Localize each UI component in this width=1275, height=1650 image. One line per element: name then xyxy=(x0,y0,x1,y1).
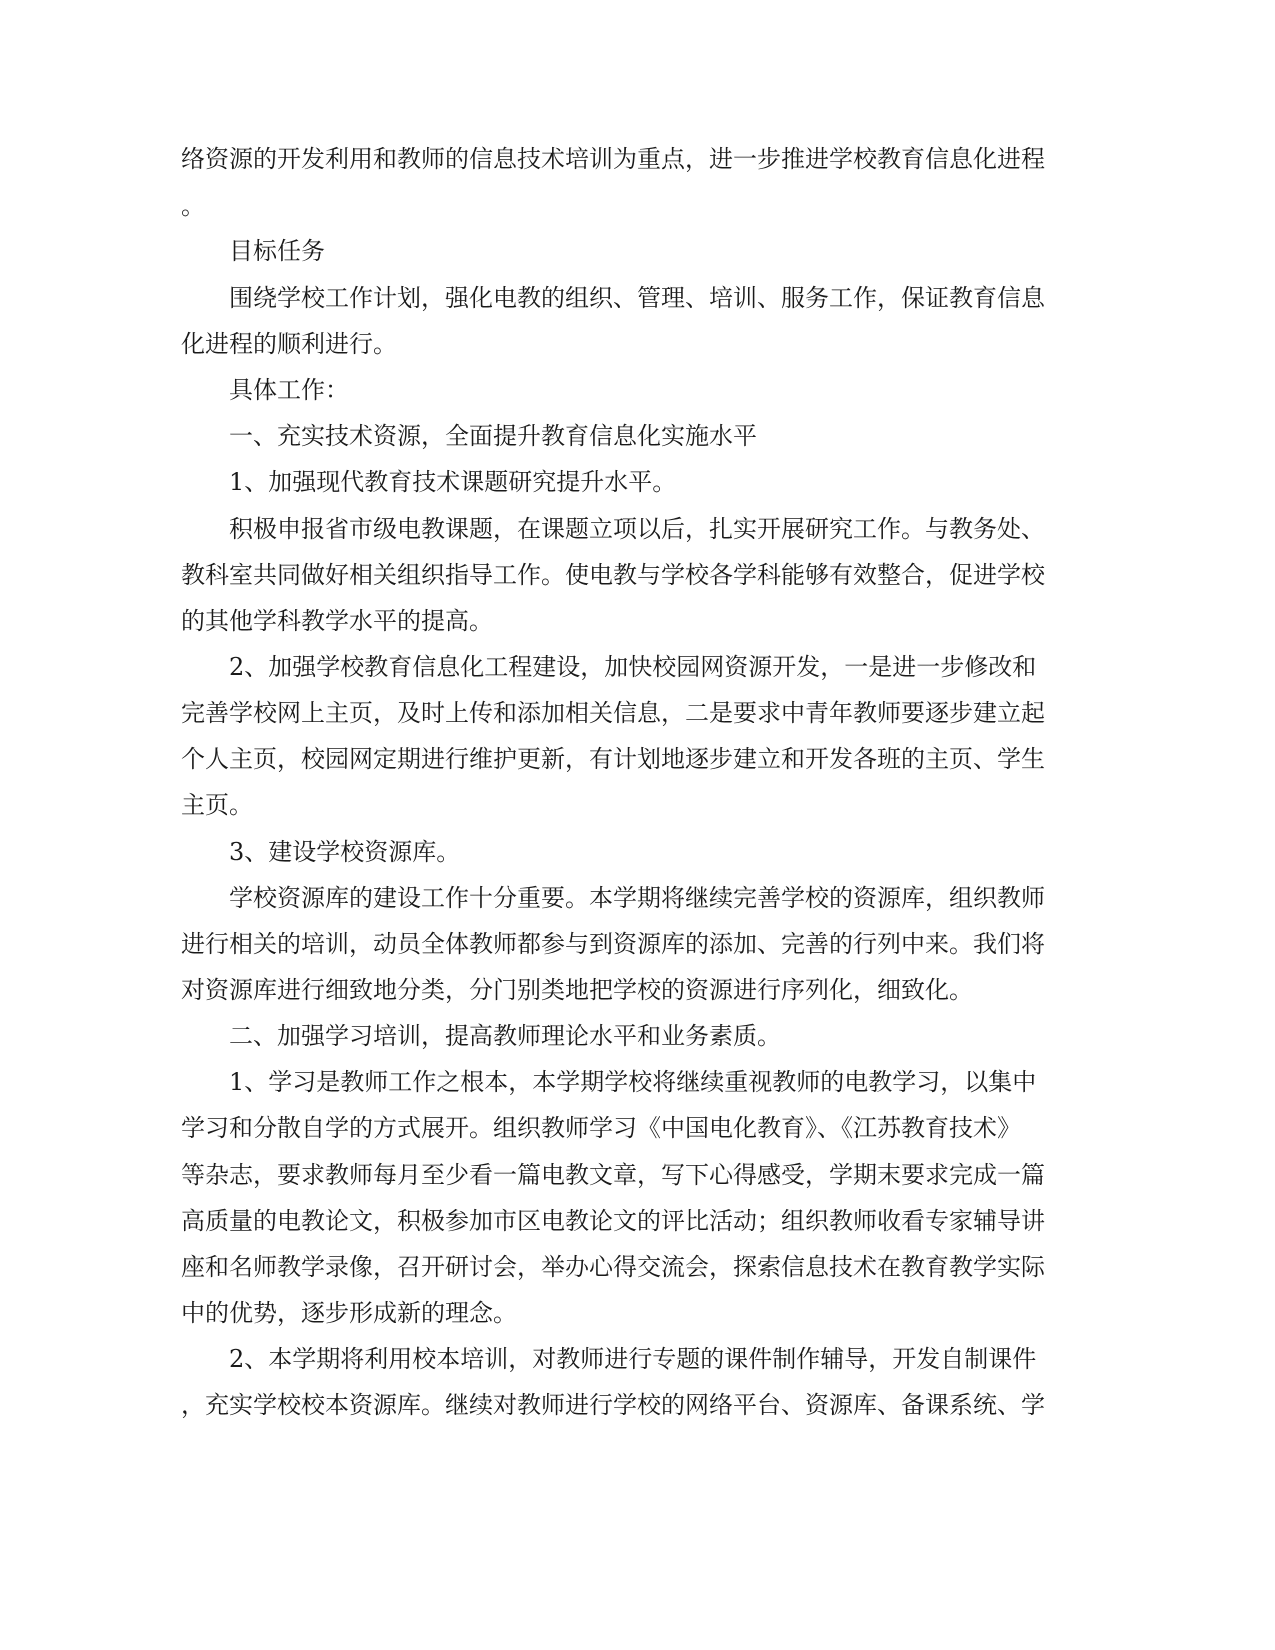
text-line: 3、建设学校资源库。 xyxy=(229,838,461,866)
text-line: 二、加强学习培训，提高教师理论水平和业务素质。 xyxy=(229,1022,781,1050)
text-line: 的其他学科教学水平的提高。 xyxy=(181,607,493,635)
text-line: 一、充实技术资源，全面提升教育信息化实施水平 xyxy=(229,422,757,450)
text-line: 1、加强现代教育技术课题研究提升水平。 xyxy=(229,468,677,496)
text-line: 积极申报省市级电教课题，在课题立项以后，扎实开展研究工作。与教务处、 xyxy=(229,515,1045,543)
text-line: 高质量的电教论文，积极参加市区电教论文的评比活动；组织教师收看专家辅导讲 xyxy=(181,1207,1045,1235)
text-line: 座和名师教学录像，召开研讨会，举办心得交流会，探索信息技术在教育教学实际 xyxy=(181,1253,1045,1281)
text-line: 化进程的顺利进行。 xyxy=(181,330,397,358)
text-line: 完善学校网上主页，及时上传和添加相关信息，二是要求中青年教师要逐步建立起 xyxy=(181,699,1045,727)
text-line: 学校资源库的建设工作十分重要。本学期将继续完善学校的资源库，组织教师 xyxy=(229,884,1045,912)
text-line: 2、本学期将利用校本培训，对教师进行专题的课件制作辅导，开发自制课件 xyxy=(229,1345,1037,1373)
text-line: 等杂志，要求教师每月至少看一篇电教文章，写下心得感受，学期末要求完成一篇 xyxy=(181,1161,1045,1189)
text-line: 1、学习是教师工作之根本，本学期学校将继续重视教师的电教学习，以集中 xyxy=(229,1068,1037,1096)
text-line: 2、加强学校教育信息化工程建设，加快校园网资源开发，一是进一步修改和 xyxy=(229,653,1037,681)
text-line: 个人主页，校园网定期进行维护更新，有计划地逐步建立和开发各班的主页、学生 xyxy=(181,745,1045,773)
text-line: 围绕学校工作计划，强化电教的组织、管理、培训、服务工作，保证教育信息 xyxy=(229,284,1045,312)
text-line: 学习和分散自学的方式展开。组织教师学习《中国电化教育》、《江苏教育技术》 xyxy=(181,1114,1021,1142)
text-line: 络资源的开发利用和教师的信息技术培训为重点，进一步推进学校教育信息化进程 xyxy=(181,145,1045,173)
text-line: 教科室共同做好相关组织指导工作。使电教与学校各学科能够有效整合，促进学校 xyxy=(181,561,1045,589)
text-line: 对资源库进行细致地分类，分门别类地把学校的资源进行序列化，细致化。 xyxy=(181,976,973,1004)
text-line: 。 xyxy=(181,192,205,220)
text-line: 主页。 xyxy=(181,791,253,819)
text-line: 目标任务 xyxy=(229,237,325,265)
text-line: 中的优势，逐步形成新的理念。 xyxy=(181,1299,517,1327)
text-line: 具体工作： xyxy=(229,376,349,404)
text-line: ，充实学校校本资源库。继续对教师进行学校的网络平台、资源库、备课系统、学 xyxy=(181,1391,1045,1419)
text-line: 进行相关的培训，动员全体教师都参与到资源库的添加、完善的行列中来。我们将 xyxy=(181,930,1045,958)
